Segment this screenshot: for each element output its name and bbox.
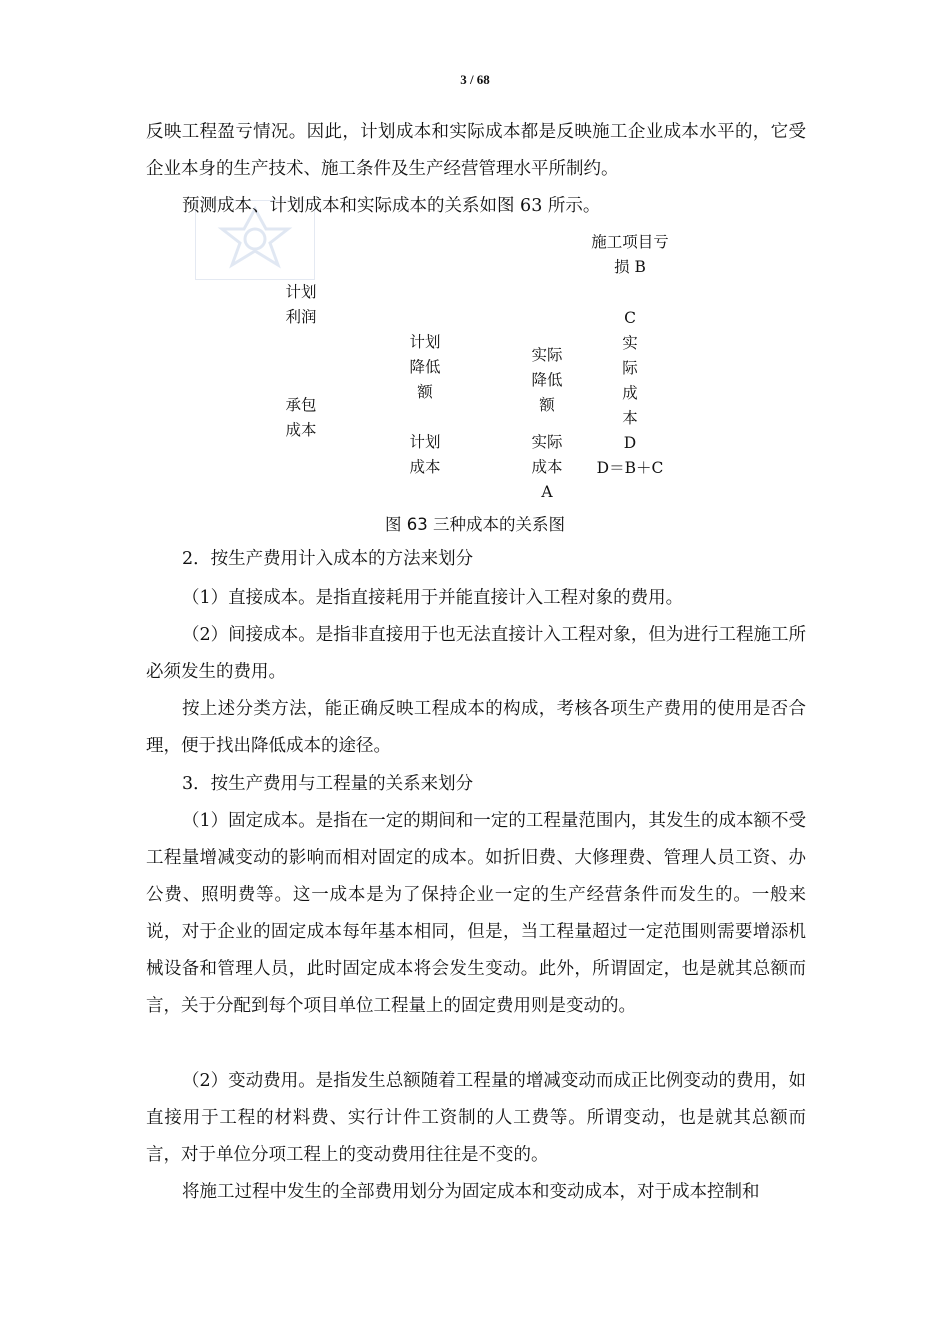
diagram-text: 实际 <box>531 433 563 451</box>
diagram-text: 额 <box>539 396 555 414</box>
diagram-text: 成本 <box>531 458 563 476</box>
diagram-text: 计划 <box>409 433 441 451</box>
diagram-text: 承包 <box>285 396 317 414</box>
diagram-text: 施工项目亏 <box>591 233 669 251</box>
diagram-text: 实 <box>622 334 638 352</box>
paragraph-classification-note: 按上述分类方法，能正确反映工程成本的构成，考核各项生产费用的使用是否合理，便于找出降低成本的途径。 <box>146 699 806 756</box>
diagram-text: 际 <box>622 359 638 377</box>
diagram-label-actual-cost-a <box>522 430 572 505</box>
section-2-heading: 2．按生产费用计入成本的方法来划分 <box>182 549 474 569</box>
diagram-text: 本 <box>622 409 638 427</box>
diagram-text: 成 <box>622 384 638 402</box>
figure-caption: 图 63 三种成本的关系图 <box>385 515 565 534</box>
paragraph-1: 反映工程盈亏情况。因此，计划成本和实际成本都是反映施工企业成本水平的，它受企业本身的生产技术、施工条件及生产经营管理水平所制约。 <box>146 122 806 179</box>
diagram-text: 计划 <box>285 283 317 301</box>
diagram-text: 成本 <box>409 458 441 476</box>
paragraph-2: 预测成本、计划成本和实际成本的关系如图 63 所示。 <box>182 196 601 216</box>
diagram-text: C <box>624 309 636 327</box>
diagram-label-loss-b <box>572 230 688 280</box>
diagram-text: A <box>541 483 553 501</box>
diagram-text: 成本 <box>285 421 317 439</box>
paragraph-fixed-cost: （1）固定成本。是指在一定的期间和一定的工程量范围内，其发生的成本额不受工程量增减变动的影响而相对固定的成本。如折旧费、大修理费、管理人员工资、办公费、照明费等。这一成本是为了保持企业一定的生产经营条件而发生的。一般来说，对于企业的固定成本每年基本相同，但是，当工程量超过一定范围则需要增添机械设备和管理人员，此时固定成本将会发生变动。此外，所谓固定，也是就其总额而言，关于分配到每个项目单位工程量上的固定费用则是变动的。 <box>146 811 806 1016</box>
diagram-text: 计划 <box>409 333 441 351</box>
diagram-text: 降低 <box>409 358 441 376</box>
diagram-text: 降低 <box>531 371 563 389</box>
diagram-text: D <box>623 434 637 452</box>
diagram-text: 实际 <box>531 346 563 364</box>
diagram-text: 利润 <box>285 308 317 326</box>
page-number: 3 / 68 <box>460 72 490 87</box>
diagram-text: 损 B <box>614 258 646 276</box>
paragraph-indirect-cost: （2）间接成本。是指非直接用于也无法直接计入工程对象，但为进行工程施工所必须发生的费用。 <box>146 625 806 682</box>
diagram-label-contract-cost <box>276 393 326 443</box>
section-3-heading: 3．按生产费用与工程量的关系来划分 <box>182 774 474 794</box>
paragraph-direct-cost: （1）直接成本。是指直接耗用于并能直接计入工程对象的费用。 <box>182 588 684 608</box>
diagram-text: 额 <box>417 383 433 401</box>
diagram-label-actual-reduction <box>522 343 572 418</box>
diagram-text: D＝B＋C <box>596 459 664 477</box>
diagram-label-c-d <box>586 306 674 481</box>
diagram-label-plan-reduction <box>400 330 450 405</box>
diagram-label-plan-cost <box>400 430 450 480</box>
paragraph-final: 将施工过程中发生的全部费用划分为固定成本和变动成本，对于成本控制和 <box>182 1182 760 1202</box>
diagram-label-plan-profit <box>276 280 326 330</box>
paragraph-variable-cost: （2）变动费用。是指发生总额随着工程量的增减变动而成正比例变动的费用，如直接用于工程的材料费、实行计件工资制的人工费等。所谓变动，也是就其总额而言，对于单位分项工程上的变动费用往往是不变的。 <box>146 1071 806 1165</box>
